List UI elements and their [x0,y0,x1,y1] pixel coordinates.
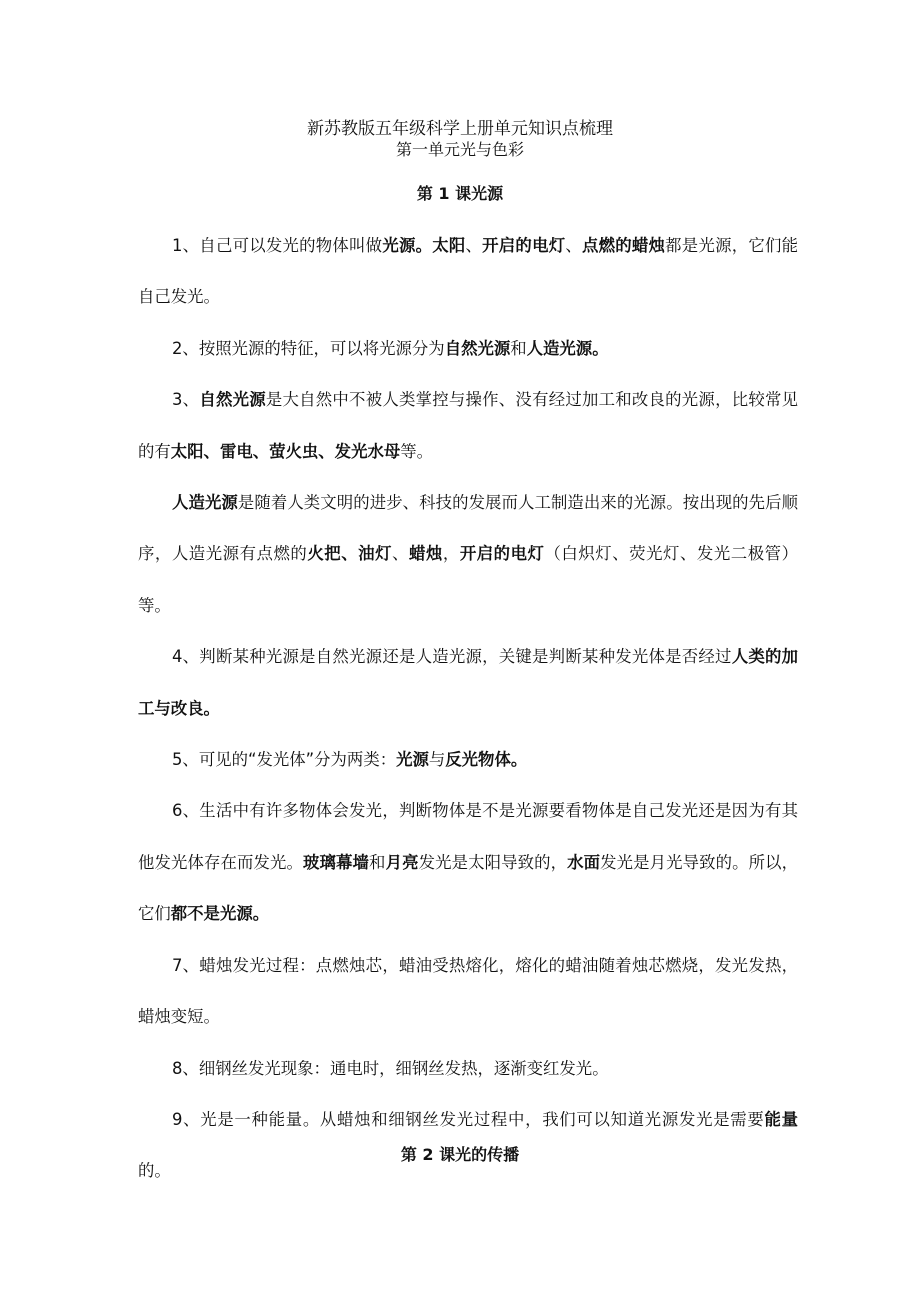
bold-term: 水面 [567,852,601,872]
text-run: 是大自然中不被人类掌控与操作、没有经过加工和改良的光源，比较常见的有 [138,390,799,461]
text-run: 2、按照光源的特征，可以将光源分为 [172,338,445,358]
paragraph-8 [138,940,798,1043]
paragraph-4 [138,477,798,631]
paragraph-7 [138,785,798,939]
paragraph-2 [138,323,798,374]
bold-term: 玻璃幕墙 [303,852,370,872]
bold-term: 光源。太阳 [382,236,466,255]
text-run: 和 [369,852,386,872]
paragraph-9 [138,1043,798,1094]
bold-term: 人类的加工与改良。 [138,647,798,718]
paragraph-3 [138,374,798,477]
text-run: 是随着人类文明的进步、科技的发展而人工制造出来的光源。按出现的先后顺序，人造光源有点燃的 [138,493,799,564]
paragraph-1 [138,220,798,323]
text-run: 3、 [172,390,200,410]
bold-term: 自然光源 [199,390,266,410]
bold-term: 太阳、雷电、萤火虫、发光水母 [170,441,401,461]
text-run: 与 [428,750,446,770]
bold-term: 火把、油灯 [307,544,393,564]
text-run: 发光是月光导致的。所以，它们 [138,852,799,924]
text-run: 8、细钢丝发光现象：通电时，细钢丝发热，逐渐变红发光。 [172,1058,609,1078]
text-run: 9、光是一种能量。从蜡烛和细钢丝发光过程中，我们可以知道光源发光是需要 [172,1109,765,1129]
bold-term: 能量 [764,1109,798,1129]
lesson-1-body [138,220,798,1197]
bold-term: 自然光源 [444,338,511,358]
text-run: （白炽灯、荧光灯、发光二极管）等。 [138,544,799,615]
bold-term: 人造光源 [172,493,238,513]
text-run: 、 [465,236,483,255]
text-run: 5、可见的“发光体”分为两类： [172,750,397,770]
bold-term: 反光物体。 [445,750,528,770]
bold-term: 开启的电灯 [482,236,566,255]
text-run: 4、判断某种光源是自然光源还是人造光源，关键是判断某种发光体是否经过 [172,647,732,667]
bold-term: 人造光源。 [526,338,609,358]
text-run: 1、自己可以发光的物体叫做 [172,236,383,255]
unit-title: 第一单元光与色彩 [395,140,524,159]
paragraph-5 [138,631,798,734]
document-title: 新苏教版五年级科学上册单元知识点梳理 [307,119,613,139]
lesson-1-heading: 第 1 课光源 [416,184,504,203]
lesson-2-heading: 第 2 课光的传播 [400,1145,520,1164]
text-run: ， [442,544,460,564]
text-run: 、 [565,236,582,255]
bold-term: 都不是光源。 [170,904,270,924]
text-run: 6、生活中有许多物体会发光，判断物体是不是光源要看物体是自己发光还是因为有其他发光体存在而发光。 [138,801,798,872]
text-run: 和 [510,338,527,358]
text-run: 的。 [138,1161,171,1181]
text-run: 7、蜡烛发光过程：点燃烛芯，蜡油受热熔化，熔化的蜡油随着烛芯燃烧，发光发热，蜡烛变短。 [138,955,798,1027]
bold-term: 月亮 [385,852,419,872]
bold-term: 光源 [396,750,429,770]
text-run: 、 [392,544,409,564]
text-run: 发光是太阳导致的， [418,852,568,872]
text-run: 等。 [400,441,434,461]
bold-term: 蜡烛 [409,544,443,564]
bold-term: 点燃的蜡烛 [581,236,666,255]
paragraph-6 [138,734,798,785]
text-run: 都是光源，它们能自己发光。 [138,236,799,307]
bold-term: 开启的电灯 [459,544,545,564]
